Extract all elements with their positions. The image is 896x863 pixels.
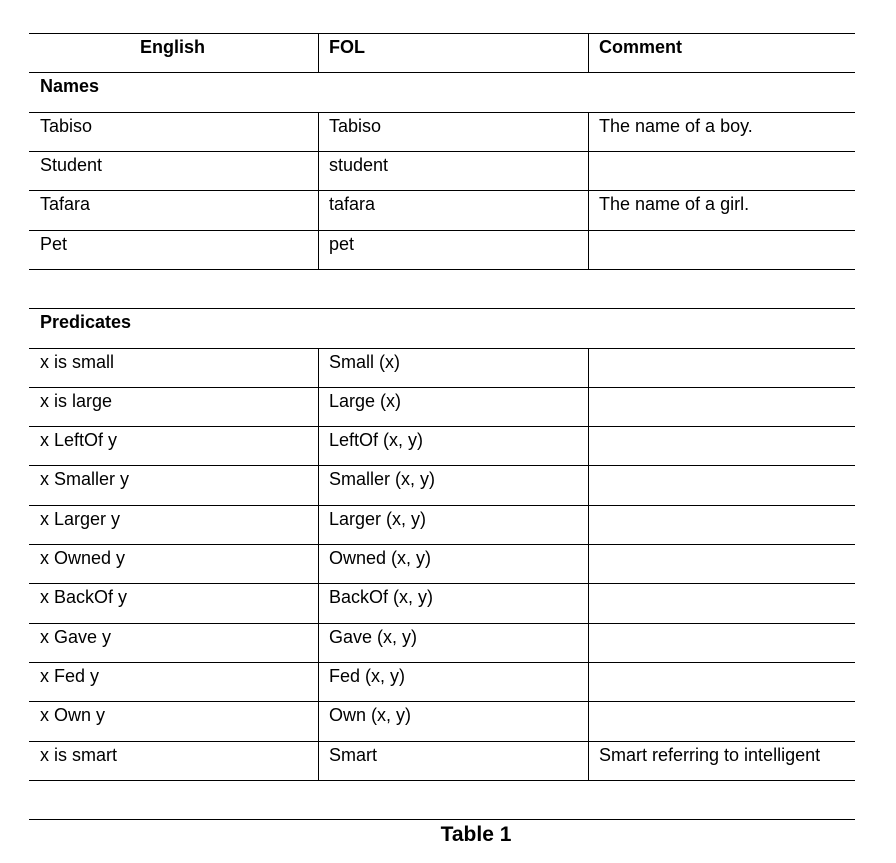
- rule-bottom: [29, 819, 855, 820]
- column-divider: [588, 348, 589, 780]
- table-cell-fol: Gave (x, y): [329, 627, 418, 647]
- table-cell-english: x LeftOf y: [40, 430, 118, 450]
- table-cell-english: Tabiso: [40, 116, 93, 136]
- rule-top: [29, 33, 855, 34]
- column-divider: [318, 348, 319, 780]
- table-cell-fol: Owned (x, y): [329, 548, 432, 568]
- table-cell-english: x is smart: [40, 745, 118, 765]
- table-cell-fol: Smart: [329, 745, 378, 765]
- table-cell-english: x is large: [40, 391, 113, 411]
- rule: [29, 780, 855, 781]
- rule: [29, 623, 855, 624]
- table-caption: Table 1: [440, 823, 512, 846]
- column-divider: [588, 33, 589, 72]
- table-cell-english: x Smaller y: [40, 469, 130, 489]
- column-divider: [588, 112, 589, 269]
- rule: [29, 230, 855, 231]
- table-cell-fol: student: [329, 155, 389, 175]
- table-cell-english: Student: [40, 155, 103, 175]
- rule: [29, 269, 855, 270]
- rule: [29, 544, 855, 545]
- table-cell-english: Tafara: [40, 194, 91, 214]
- rule: [29, 662, 855, 663]
- rule: [29, 505, 855, 506]
- table-cell-fol: Small (x): [329, 352, 400, 372]
- table-cell-fol: Smaller (x, y): [329, 469, 436, 489]
- header-fol: FOL: [329, 37, 365, 57]
- table-cell-english: x Larger y: [40, 509, 121, 529]
- rule: [29, 190, 855, 191]
- section-title-names: Names: [40, 76, 100, 96]
- rule: [29, 426, 855, 427]
- table-cell-fol: LeftOf (x, y): [329, 430, 424, 450]
- header-comment: Comment: [599, 37, 683, 57]
- table-cell-english: x BackOf y: [40, 587, 128, 607]
- table-cell-comment: Smart referring to intelligent: [599, 745, 821, 765]
- table-cell-english: x Fed y: [40, 666, 100, 686]
- rule-header-bottom: [29, 72, 855, 73]
- section-title-predicates: Predicates: [40, 312, 132, 332]
- rule: [29, 308, 855, 309]
- rule: [29, 112, 855, 113]
- table-cell-comment: The name of a boy.: [599, 116, 753, 136]
- rule: [29, 348, 855, 349]
- table-cell-english: x is small: [40, 352, 115, 372]
- rule: [29, 151, 855, 152]
- column-divider: [318, 112, 319, 269]
- table-cell-fol: Tabiso: [329, 116, 382, 136]
- table-cell-fol: Fed (x, y): [329, 666, 406, 686]
- rule: [29, 583, 855, 584]
- table-cell-fol: BackOf (x, y): [329, 587, 434, 607]
- table-cell-english: x Owned y: [40, 548, 126, 568]
- table-cell-english: Pet: [40, 234, 68, 254]
- column-divider: [318, 33, 319, 72]
- rule: [29, 387, 855, 388]
- table-cell-fol: Larger (x, y): [329, 509, 427, 529]
- table-cell-fol: Large (x): [329, 391, 402, 411]
- rule: [29, 701, 855, 702]
- rule: [29, 465, 855, 466]
- table-cell-fol: pet: [329, 234, 355, 254]
- rule: [29, 741, 855, 742]
- table-cell-english: x Own y: [40, 705, 106, 725]
- table-cell-fol: Own (x, y): [329, 705, 412, 725]
- table-cell-comment: The name of a girl.: [599, 194, 750, 214]
- table-cell-english: x Gave y: [40, 627, 112, 647]
- table-cell-fol: tafara: [329, 194, 376, 214]
- header-english: English: [140, 37, 206, 57]
